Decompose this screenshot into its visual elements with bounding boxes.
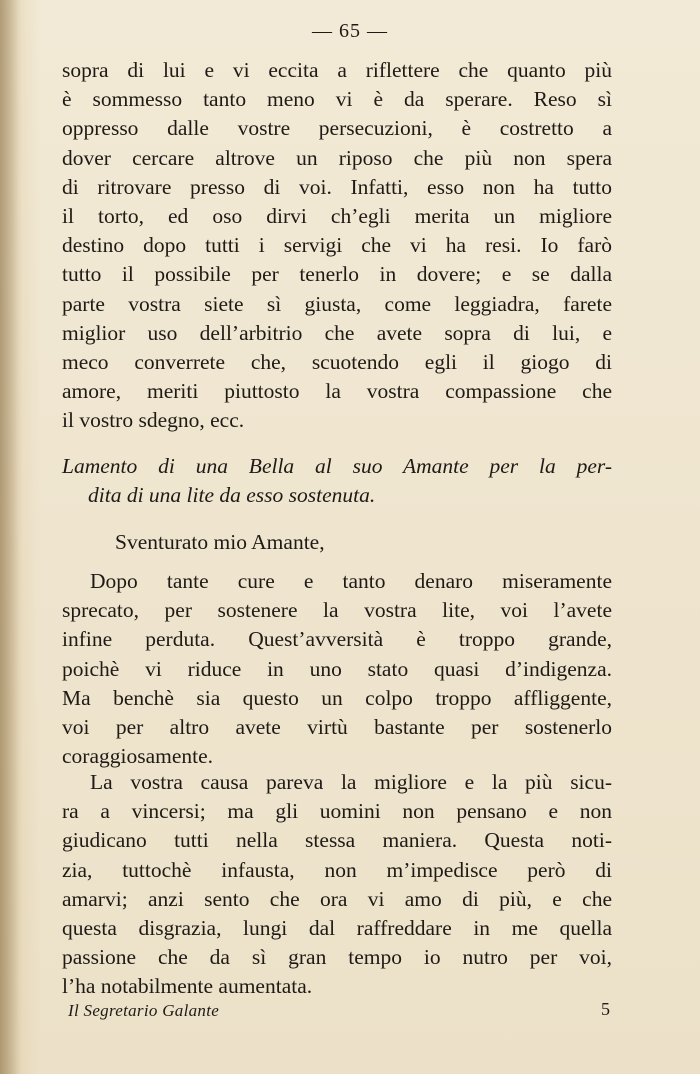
text-line: Ma benchè sia questo un colpo troppo affliggente,	[62, 685, 612, 710]
text-line: oppresso dalle vostre persecuzioni, è costretto a	[62, 116, 612, 141]
text-line: poichè vi riduce in uno stato quasi d’indigenza.	[62, 656, 612, 681]
running-footer-title: Il Segretario Galante	[68, 1001, 220, 1020]
salutation: Sventurato mio Amante,	[115, 530, 325, 554]
text-line: parte vostra siete sì giusta, come leggiadra, farete	[62, 291, 612, 316]
text-line: Dopo tante cure e tanto denaro miseramente	[90, 569, 612, 593]
letter-heading	[62, 452, 612, 510]
text-line: amore, meriti piuttosto la vostra compassione che	[62, 379, 612, 404]
text-line: coraggiosamente.	[62, 744, 214, 769]
text-line: destino dopo tutti i servigi che vi ha resi. Io farò	[62, 233, 612, 258]
text-line: La vostra causa pareva la migliore e la più sicu-	[90, 770, 612, 794]
text-line: giudicano tutti nella stessa maniera. Questa noti-	[62, 828, 612, 853]
paragraph-continuation	[62, 56, 612, 435]
text-line: sprecato, per sostenere la vostra lite, voi l’avete	[62, 598, 612, 623]
paragraph-letter-1	[62, 567, 612, 771]
text-line: passione che da sì gran tempo io nutro per voi,	[62, 945, 612, 970]
text-line: il vostro sdegno, ecc.	[62, 408, 245, 433]
text-line: ra a vincersi; ma gli uomini non pensano e non	[62, 799, 612, 824]
text-line: è sommesso tanto meno vi è da sperare. Reso sì	[62, 87, 612, 112]
page-number: — 65 —	[312, 20, 388, 42]
text-line: meco converrete che, scuotendo egli il giogo di	[62, 349, 612, 374]
signature-mark: 5	[601, 999, 610, 1019]
text-line: infine perduta. Quest’avversità è troppo grande,	[62, 627, 612, 652]
text-line: tutto il possibile per tenerlo in dovere; e se dalla	[62, 262, 612, 287]
text-line: sopra di lui e vi eccita a riflettere che quanto più	[62, 58, 612, 82]
text-line: miglior uso dell’arbitrio che avete sopra di lui, e	[62, 320, 612, 345]
text-line: zia, tuttochè infausta, non m’impedisce però di	[62, 857, 612, 882]
spine-shadow	[0, 0, 22, 1074]
text-line: il torto, ed oso dirvi ch’egli merita un migliore	[62, 203, 612, 228]
text-line: voi per altro avete virtù bastante per sostenerlo	[62, 714, 612, 739]
heading-line: dita di una lite da esso sostenuta.	[88, 483, 376, 508]
text-line: amarvi; anzi sento che ora vi amo di più, e che	[62, 886, 612, 911]
text-line: di ritrovare presso di voi. Infatti, esso non ha tutto	[62, 174, 612, 199]
text-line: l’ha notabilmente aumentata.	[62, 974, 313, 999]
text-line: questa disgrazia, lungi dal raffreddare in me quella	[62, 915, 612, 940]
heading-line: Lamento di una Bella al suo Amante per la per-	[62, 454, 612, 478]
paragraph-letter-2	[62, 768, 612, 1002]
text-line: dover cercare altrove un riposo che più non spera	[62, 145, 612, 170]
